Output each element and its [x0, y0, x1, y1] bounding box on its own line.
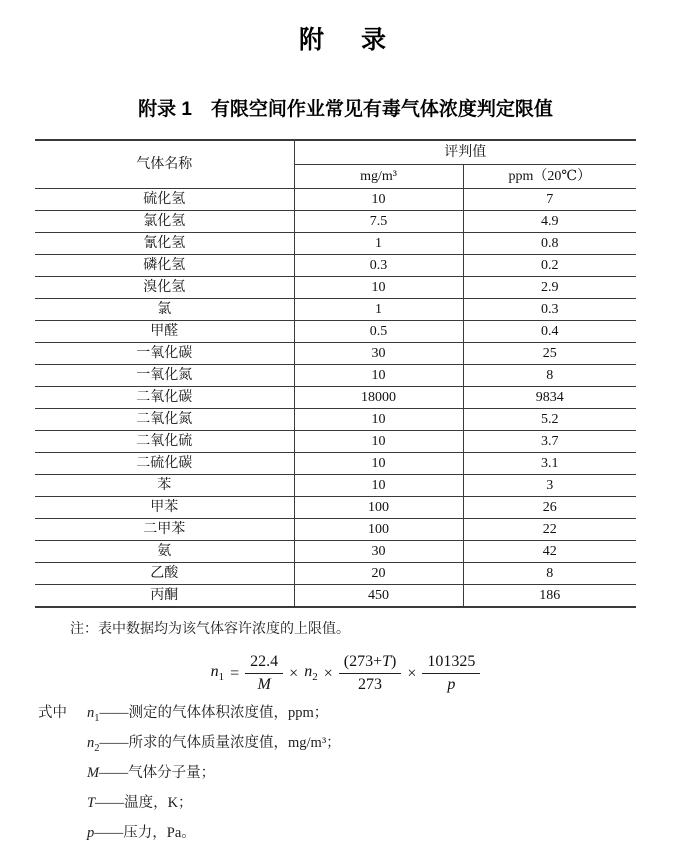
mg-value-cell: 0.5 [294, 321, 463, 343]
definition-n1: 式中 $n_1$ ——测定的气体体积浓度值，ppm； [38, 701, 691, 731]
table-row [35, 343, 636, 365]
table-row [35, 475, 636, 497]
mg-value-cell: 30 [294, 541, 463, 563]
definition-text: ——温度，K； [95, 794, 193, 811]
gas-name-cell: 二氧化氮 [35, 409, 294, 431]
definition-text: ——气体分子量； [99, 764, 216, 781]
gas-name-cell: 硫化氢 [35, 189, 294, 211]
symbol-definitions [38, 701, 691, 850]
table-row [35, 585, 636, 608]
ppm-value-cell: 8 [463, 563, 636, 585]
times-sign: × [323, 664, 333, 682]
mg-value-cell: 100 [294, 497, 463, 519]
times-sign: × [407, 664, 417, 682]
mg-value-cell: 10 [294, 431, 463, 453]
table-row [35, 431, 636, 453]
symbol-n1: $n_1$ [87, 705, 100, 724]
mg-value-cell: 30 [294, 343, 463, 365]
mg-value-cell: 20 [294, 563, 463, 585]
table-row [35, 519, 636, 541]
ppm-value-cell: 0.4 [463, 321, 636, 343]
ppm-value-cell: 2.9 [463, 277, 636, 299]
definition-T [38, 791, 691, 821]
fraction-101325-over-p: $\frac{101325}{p}$ [422, 652, 480, 695]
mg-value-cell: 10 [294, 365, 463, 387]
header-row-1 [35, 140, 636, 165]
ppm-value-cell: 0.2 [463, 255, 636, 277]
table-row [35, 255, 636, 277]
ppm-value-cell: 26 [463, 497, 636, 519]
formula-n2: $n_2$ [304, 663, 318, 684]
table-row [35, 541, 636, 563]
ppm-value-cell: 42 [463, 541, 636, 563]
ppm-value-cell: 8 [463, 365, 636, 387]
table-row [35, 409, 636, 431]
ppm-value-cell: 186 [463, 585, 636, 608]
table-row [35, 299, 636, 321]
table-row [35, 277, 636, 299]
appendix1-title: 附录 1 有限空间作业常见有毒气体浓度判定限值 [138, 99, 553, 120]
mg-value-cell: 0.3 [294, 255, 463, 277]
gas-name-cell: 二硫化碳 [35, 453, 294, 475]
gas-name-cell: 溴化氢 [35, 277, 294, 299]
gas-name-cell: 氨 [35, 541, 294, 563]
definition-p [38, 821, 691, 850]
gas-name-cell: 氯 [35, 299, 294, 321]
gas-name-cell: 氰化氢 [35, 233, 294, 255]
equals-sign: = [230, 664, 240, 682]
formula-lhs: $n_1$ [210, 663, 225, 684]
fraction-273-plus-T-over-273: $\frac{(273+T)}{273}$ [339, 652, 402, 695]
table-row [35, 189, 636, 211]
definition-text: ——压力，Pa。 [94, 824, 196, 841]
ppm-value-cell: 9834 [463, 387, 636, 409]
column-header-judgment-value: 评判值 [294, 140, 636, 165]
mg-value-cell: 450 [294, 585, 463, 608]
gas-name-cell: 苯 [35, 475, 294, 497]
table-row [35, 387, 636, 409]
gas-name-cell: 二甲苯 [35, 519, 294, 541]
conversion-formula [0, 652, 691, 695]
fraction-22-4-over-M: $\frac{22.4}{M}$ [245, 652, 283, 695]
mg-value-cell: 1 [294, 233, 463, 255]
ppm-value-cell: 0.3 [463, 299, 636, 321]
appendix-main-title: 附 录 [298, 26, 392, 54]
symbol-T: T [87, 794, 96, 811]
ppm-value-cell: 3 [463, 475, 636, 497]
times-sign: × [289, 664, 299, 682]
toxic-gas-limits-table [35, 139, 636, 608]
table-row [35, 211, 636, 233]
ppm-value-cell: 0.8 [463, 233, 636, 255]
definition-M [38, 761, 691, 791]
mg-value-cell: 10 [294, 475, 463, 497]
table-row [35, 563, 636, 585]
table-row [35, 497, 636, 519]
gas-name-cell: 二氧化碳 [35, 387, 294, 409]
column-header-mg-per-m3: mg/m³ [294, 165, 463, 189]
table-row [35, 453, 636, 475]
mg-value-cell: 10 [294, 453, 463, 475]
mg-value-cell: 10 [294, 189, 463, 211]
mg-value-cell: 1 [294, 299, 463, 321]
mg-value-cell: 18000 [294, 387, 463, 409]
definition-text: ——测定的气体体积浓度值，ppm； [99, 705, 329, 721]
ppm-value-cell: 3.7 [463, 431, 636, 453]
table-row [35, 365, 636, 387]
table-note: 注：表中数据均为该气体容许浓度的上限值。 [70, 622, 350, 637]
table-row [35, 233, 636, 255]
ppm-value-cell: 25 [463, 343, 636, 365]
mg-value-cell: 7.5 [294, 211, 463, 233]
gas-name-cell: 氯化氢 [35, 211, 294, 233]
symbol-M: M [87, 764, 100, 781]
gas-name-cell: 一氧化碳 [35, 343, 294, 365]
gas-name-cell: 乙酸 [35, 563, 294, 585]
symbol-p: p [87, 824, 95, 841]
column-header-ppm: ppm（20℃） [463, 165, 636, 189]
ppm-value-cell: 5.2 [463, 409, 636, 431]
mg-value-cell: 100 [294, 519, 463, 541]
table-row [35, 321, 636, 343]
ppm-value-cell: 4.9 [463, 211, 636, 233]
gas-name-cell: 一氧化氮 [35, 365, 294, 387]
symbol-n2: $n_2$ [87, 734, 100, 754]
gas-name-cell: 丙酮 [35, 585, 294, 608]
ppm-value-cell: 22 [463, 519, 636, 541]
mg-value-cell: 10 [294, 409, 463, 431]
gas-name-cell: 甲苯 [35, 497, 294, 519]
gas-name-cell: 磷化氢 [35, 255, 294, 277]
ppm-value-cell: 3.1 [463, 453, 636, 475]
gas-name-cell: 二氧化硫 [35, 431, 294, 453]
column-header-gas-name: 气体名称 [35, 140, 294, 189]
mg-value-cell: 10 [294, 277, 463, 299]
definition-text: ——所求的气体质量浓度值，mg/m³； [99, 734, 341, 751]
ppm-value-cell: 7 [463, 189, 636, 211]
gas-name-cell: 甲醛 [35, 321, 294, 343]
definition-n2 [38, 731, 691, 761]
